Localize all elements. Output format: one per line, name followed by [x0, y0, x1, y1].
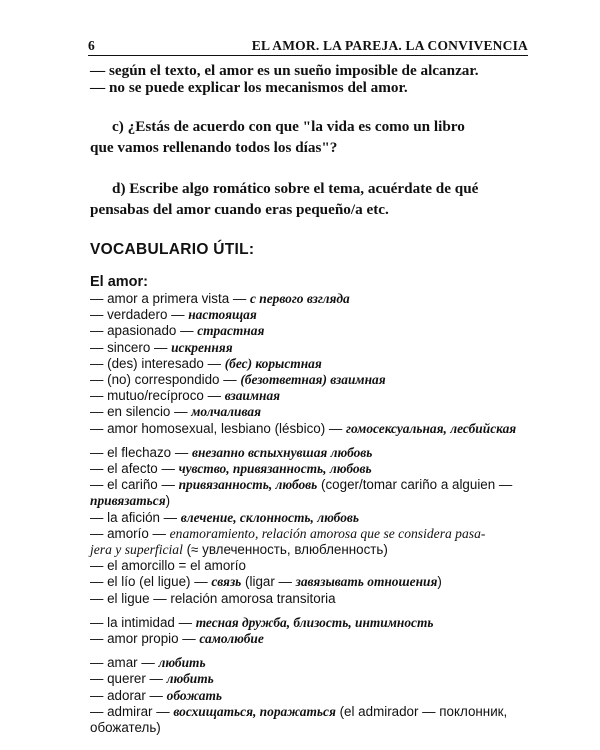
vocab-entry: — amar — любить	[90, 655, 206, 671]
text-line: — según el texto, el amor es un sueño imposible de alcanzar.	[90, 62, 479, 79]
vocab-entry: — el ligue — relación amorosa transitoria	[90, 590, 336, 606]
vocab-entry: — el afecto — чувство, привязанность, любовь	[90, 461, 372, 477]
vocab-entry: — (des) interesado — (бес) корыстная	[90, 355, 322, 371]
vocab-entry: — la intimidad — тесная дружба, близость, интимность	[90, 614, 434, 630]
vocab-entry: — el flechazo — внезапно вспыхнувшая любовь	[90, 444, 373, 460]
running-title: EL AMOR. LA PAREJA. LA CONVIVENCIA	[251, 38, 528, 53]
vocab-entry: — el lío (el ligue) — связь (ligar — завязывать отношения)	[90, 574, 442, 590]
question-d-line-2: pensabas del amor cuando eras pequeño/a etc.	[90, 201, 389, 218]
vocab-entry-continuation: привязаться)	[90, 493, 171, 509]
question-d-line-1: d) Escribe algo romático sobre el tema, acuérdate de qué	[112, 180, 479, 197]
vocab-entry: — admirar — восхищаться, поражаться (el admirador — поклонник,	[90, 703, 508, 719]
page-header	[88, 34, 528, 54]
vocab-entry: — apasionado — страстная	[90, 323, 265, 339]
vocab-entry: — querer — любить	[90, 671, 214, 687]
page-number: 6	[88, 38, 95, 53]
vocab-entry: — sincero — искренняя	[90, 339, 233, 355]
header-rule	[88, 55, 528, 56]
vocabulary-heading: VOCABULARIO ÚTIL:	[90, 241, 255, 258]
vocabulary-subheading: El amor:	[90, 274, 149, 290]
vocab-entry: — amor homosexual, lesbiano (lésbico) — гомосексуальная, лесбийская	[90, 420, 517, 436]
vocab-entry: — en silencio — молчаливая	[90, 404, 261, 420]
text-line: — no se puede explicar los mecanismos del amor.	[90, 79, 408, 96]
vocab-entry-continuation: обожатель)	[90, 720, 161, 736]
vocab-entry: — amorío — enamoramiento, relación amorosa que se considera pasa-	[90, 525, 486, 541]
vocab-entry: — adorar — обожать	[90, 687, 223, 703]
vocab-entry: — el cariño — привязанность, любовь (coger/tomar cariño a alguien —	[90, 477, 513, 493]
vocab-entry: — amor a primera vista — с первого взгляда	[90, 291, 350, 306]
vocab-entry: — amor propio — самолюбие	[90, 631, 264, 647]
vocab-entry: — (no) correspondido — (безответная) взаимная	[90, 372, 386, 388]
question-c-line-2: que vamos rellenando todos los días"?	[90, 139, 338, 156]
vocab-entry: — mutuo/recíproco — взаимная	[90, 388, 281, 404]
page-content	[90, 62, 528, 736]
vocabulary-list	[90, 291, 528, 736]
vocab-entry: — la afición — влечение, склонность, любовь	[90, 509, 359, 525]
vocab-entry: — verdadero — настоящая	[90, 307, 257, 323]
question-c-line-1: c) ¿Estás de acuerdo con que "la vida es como un libro	[112, 118, 465, 135]
vocab-entry: — el amorcillo = el amorío	[90, 558, 246, 574]
vocab-entry-continuation: jera y superficial (≈ увлеченность, влюбленность)	[90, 542, 388, 558]
